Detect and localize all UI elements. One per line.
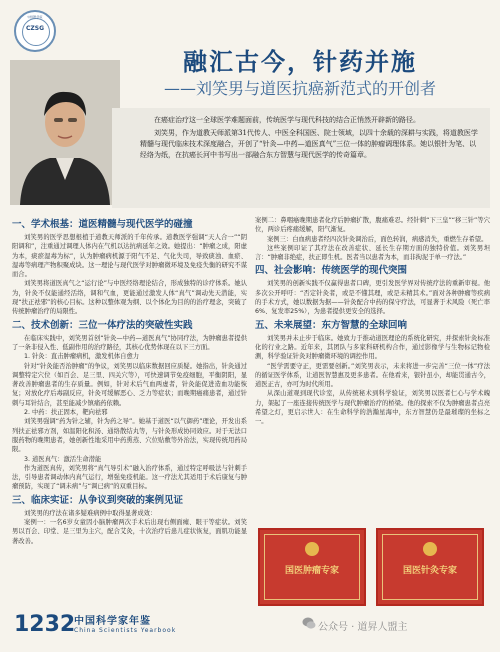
logo-ring <box>22 18 50 46</box>
certificate-title: 国医肿瘤专家 <box>284 565 339 576</box>
paragraph: 3. 道医真气：激活生命潜能 <box>24 455 102 463</box>
paragraph: 这些案例印证了其疗法在改善症状、延长生存期方面的独特价值。刘笑男坦言：“肿瘤非绝症，扶正即生机。医者当以患者为本，而非拘泥于单一疗法。” <box>255 244 490 262</box>
intro-paragraph: 在癌症治疗这一全球医学难题面前，传统医学与现代科技的结合正悄然开辟新的路径。 <box>154 116 420 124</box>
emblem-icon <box>305 542 319 556</box>
paragraph: 刘笑男的疗法在诸多疑难病例中取得显著成效： <box>24 509 157 517</box>
logo-text: CZSG <box>26 25 44 32</box>
section-heading: 一、学术根基：道医精髓与现代医学的碰撞 <box>12 219 193 230</box>
section-heading: 四、社会影响：传统医学的现代突围 <box>255 265 408 277</box>
logo-seal-text: 中国科学家 <box>27 15 43 19</box>
left-column <box>12 216 247 546</box>
paragraph: 案例三：白血病患者经四次针灸调治后，面色转润，病感消失，重燃生存希望。 <box>267 235 488 243</box>
intro-paragraph: 刘笑男，作为道教天师派第31代传人、中医全科国医、院士领域，以四十余载的深耕与实践，将道教医学精髓与现代临床技术深度融合，开创了“针灸—中药—道医真气”三位一体的肿瘤调理体系。她以银针为笔、以经络为纸，在抗癌长河中书写出一部融合东方智慧与现代医学的传奇篇章。 <box>140 129 478 159</box>
portrait-photo <box>10 60 120 205</box>
emblem-icon <box>423 542 437 556</box>
section-heading: 二、技术创新：三位一体疗法的突破性实践 <box>12 319 193 331</box>
paragraph: 作为道医真传，刘笑男将“真气导引术”融入治疗体系，通过特定呼吸法与针刺手法，引导患者调动体内真气运行，增强免疫机能。这一疗法尤其适用于术后康复与肿瘤预防，实现了“调未病”与“调已病”的双重目标。 <box>12 464 247 491</box>
paragraph: 针对“针灸能否治肿瘤”的争议，刘笑男以临床数据回应质疑。她指出，针灸通过调整特定穴位（如百会、足三里、四关穴等），可快速调节免疫细胞，平衡阴阳，显著改善肿瘤患者的生存质量。例如，针对术后气血两虚者，针灸能促进造血功能恢复；对放化疗后毒副反应，针灸可缓解恶心、乏力等症状；而晚期癌痛患者，通过针刺与耳针结合，甚至能减少镇痛药依赖。 <box>12 362 247 407</box>
paragraph: 案例二：鼻咽癌晚期患者化疗后肿瘤扩散，腹痛难忍。经针刺“下三皇”“移三针”等穴位，两诊后疼痛缓解，阳气渐复。 <box>255 217 490 234</box>
right-column <box>255 216 490 427</box>
certificate-acupuncture <box>376 528 484 606</box>
paragraph: 刘笑男并未止步于临床。她致力于推动道医理论的系统化研究，并探索针灸标准化的行业之路。近年来，其团队与多家科研机构合作，通过影像学与生物标记物检测，科学验证针灸对肿瘤微环境的调控作用。 <box>255 334 490 361</box>
publication-name: 中国科学家年鉴 <box>74 616 151 627</box>
paragraph: 刘笑男将道医真气之“运行论”与中医经络理论结合，形成独特的诊疗体系。她认为，针灸不仅能通经活络，调和气血，更能通过激发人体“真气”调动先天潜能，实现“扶正祛邪”的核心目标。这种以整体观为纲、以个体化为目的的治疗理念，突破了传统肿瘤治疗的局限性。 <box>12 280 247 316</box>
paragraph: 刘笑男强调“药为针之辅，针为药之导”。她基于道医“以气御药”理论，开发出系列扶正祛邪方剂，如温阳化积汤、通络散结丸等，与针灸形成协同效应。对于无法口服药物的晚期患者，她创新性地采用中药熏蒸、穴位贴敷等外治法，实现传统用药局限。 <box>12 418 247 454</box>
certificate-oncology <box>258 528 366 606</box>
paragraph: 案例一：一名6岁女童因小脑肿瘤两次手术后出现右侧面瘫、眼干等症状。刘笑男以百会、印堂、足三里为主穴，配合艾灸，十次治疗后患儿症状恢复，面肌功能显著改善。 <box>12 519 247 545</box>
page-number: 1232 <box>14 612 76 637</box>
watermark-text: 公众号 · 道昇人盟主 <box>318 622 408 633</box>
publication-name-en: China Scientists Yearbook <box>74 627 177 634</box>
portrait-figure <box>10 60 120 205</box>
intro-box <box>112 108 490 208</box>
paragraph: “医学需要守正，更需要创新。”刘笑男表示，未来将进一步完善“三位一体”疗法的循证医学体系，让道医智慧惠及更多患者。在他看来，银针虽小，却能贯通古今，道医正古，亦可为时代所用。 <box>255 362 490 389</box>
article-title: 融汇古今，针药并施 <box>183 47 417 76</box>
paragraph: 从深山道观到现代诊室，从传统秘术到科学验证，刘笑男以医者仁心与学术魄力，架起了一座连接传统医学与现代肿瘤治疗的桥梁。他的探索不仅为肿瘤患者点亮希望之灯，更启示世人：在生命科学的浩瀚星海中，东方智慧仍是最璀璨的坐标之一。 <box>255 390 490 426</box>
article-subtitle: ——刘笑男与道医抗癌新范式的开创者 <box>163 79 436 98</box>
paragraph: 刘笑男的医学思想根植于道教天师派的千年传承。道教医学强调“天人合一”“阴阳调和”，注重通过调理人体内在气机以达抗病延年之效。她提出：“肿瘤之成，阳虚为本，痰瘀湿毒为标”，认为肿瘤病机源于阳气不足、气化失司，导致痰浊、血瘀、湿毒等病理产物积聚成块。这一理论与现代医学对肿瘤微环境及免疫失衡的研究不谋而合。 <box>12 234 247 279</box>
wechat-icon <box>302 616 316 630</box>
paragraph: 2. 中药：扶正固本，靶向祛邪 <box>24 409 108 417</box>
section-heading: 三、临床实证：从争议到突破的案例见证 <box>12 494 184 506</box>
section-heading: 五、未来展望：东方智慧的全球回响 <box>255 319 408 331</box>
paragraph: 刘笑男的创新实践不仅赢得患者口碑，更引发医学界对传统疗法的重新审视。他多次公开呼吁：“否定针灸者，或是不懂其理，或是未精其术。”面对各种肿瘤等疾病的手术方式，她以数据为据——针灸配合中药的保守疗法，可显著于术风险（死亡率6%、复发率25%），为患者提供更安全的选择。 <box>255 280 490 316</box>
yearbook-logo <box>14 10 56 52</box>
paragraph: 1. 针灸：直击肿瘤病机，激发机体自愈力 <box>24 353 140 361</box>
paragraph: 在临床实践中，刘笑男首创“针灸—中药—道医真气”协同疗法，为肿瘤患者提供了一条非侵入性、低副作用的治疗路径，其核心优势体现在以下三方面。 <box>12 334 247 351</box>
certificate-title: 国医针灸专家 <box>402 565 457 576</box>
